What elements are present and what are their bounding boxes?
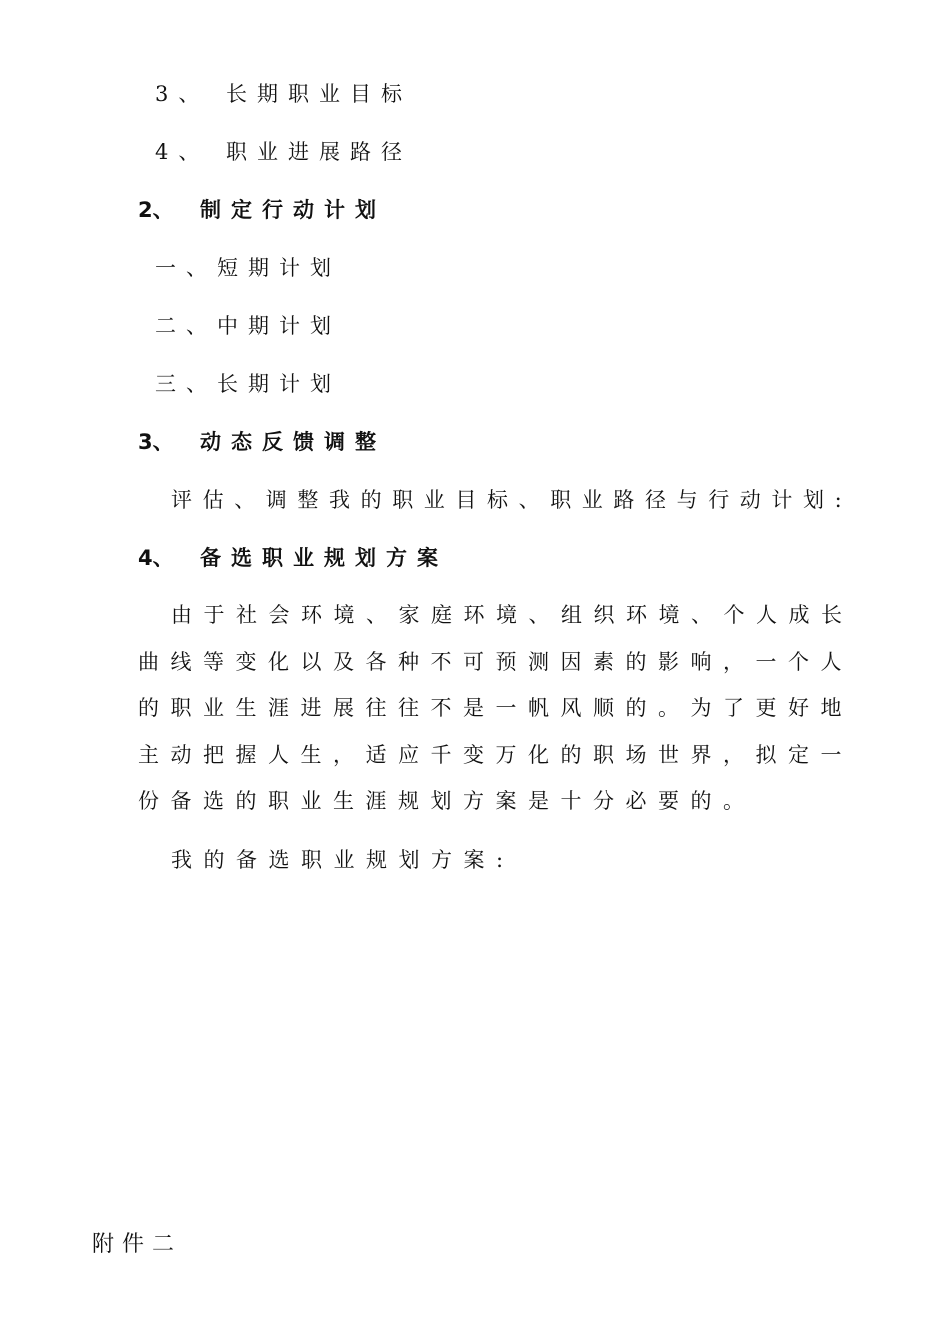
alternative-plan-paragraph: 由于社会环境、家庭环境、组织环境、个人成长曲线等变化以及各种不可预测因素的影响，一个人的职业生涯进展往往不是一帆风顺的。为了更好地主动把握人生，适应千变万化的职场世界，拟定一份备选的职业生涯规划方案是十分必要的。 xyxy=(138,603,854,813)
alternative-plan-prompt: 我的备选职业规划方案: xyxy=(171,848,515,872)
section-4-heading xyxy=(138,544,448,572)
section-number: 3、 xyxy=(138,430,174,454)
item-career-progression-path: 4、 职业进展路径 xyxy=(155,140,413,164)
section-3-heading xyxy=(138,428,386,456)
section-number: 2、 xyxy=(138,198,174,222)
section-title: 动态反馈调整 xyxy=(200,430,386,454)
item-long-term-career-goal: 3、 长期职业目标 xyxy=(155,82,413,106)
attachment-label: 附件二 xyxy=(92,1232,183,1257)
section-title: 备选职业规划方案 xyxy=(200,546,448,570)
plan-short-term: 一、短期计划 xyxy=(155,256,341,280)
plan-mid-term: 二、中期计划 xyxy=(155,314,341,338)
section-2-heading xyxy=(138,196,386,224)
feedback-instruction: 评估、调整我的职业目标、职业路径与行动计划: xyxy=(171,488,853,512)
section-number: 4、 xyxy=(138,546,174,570)
plan-long-term: 三、长期计划 xyxy=(155,372,341,396)
section-title: 制定行动计划 xyxy=(200,198,386,222)
